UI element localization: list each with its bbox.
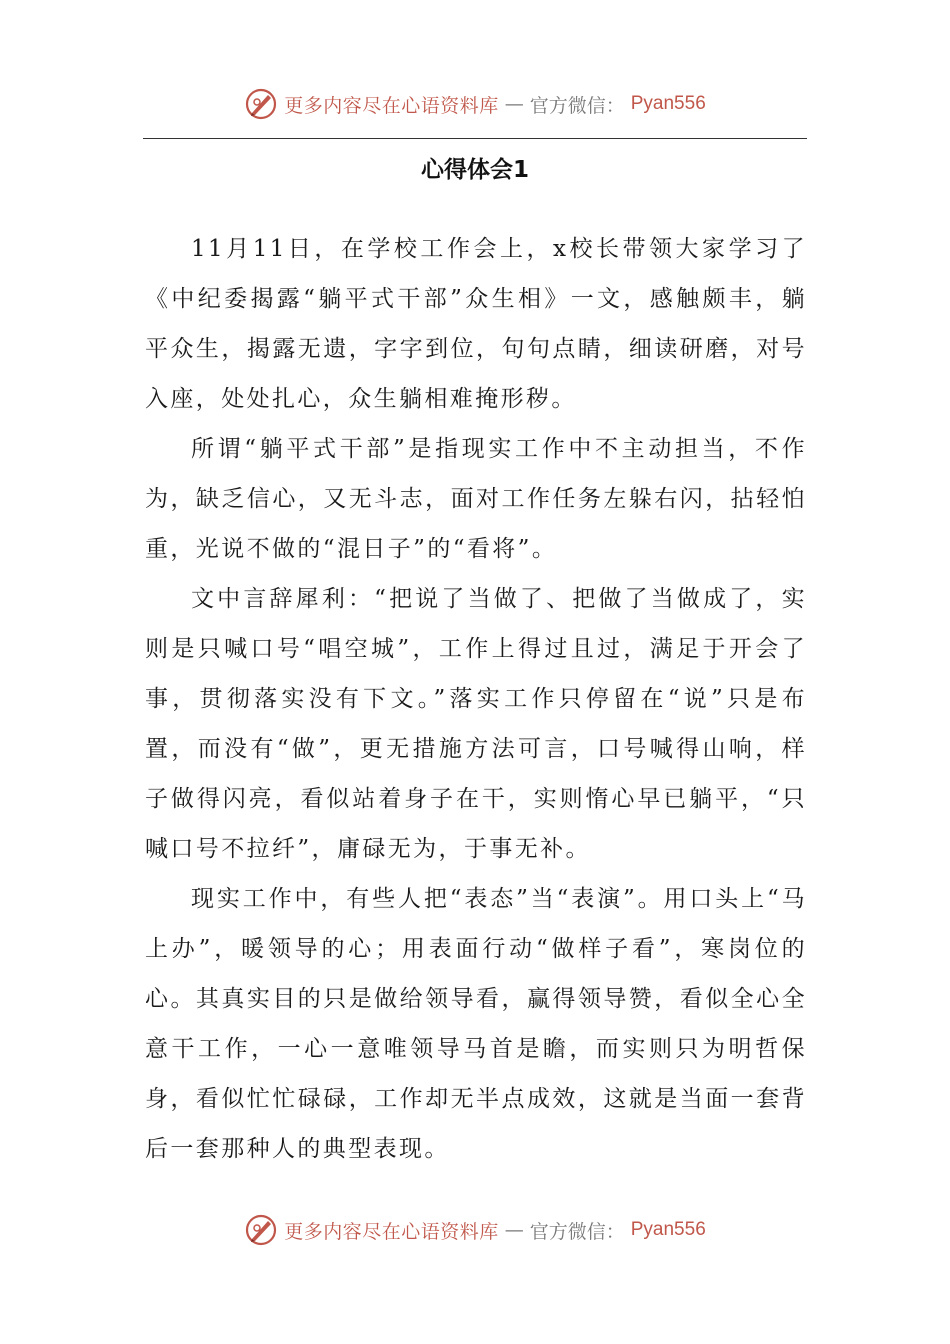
document-body	[145, 224, 807, 1174]
watermark-text: 更多内容尽在心语资料库	[284, 94, 499, 117]
header-divider	[143, 138, 807, 139]
watermark-dash: —	[504, 93, 524, 115]
paragraph: 所谓“躺平式干部”是指现实工作中不主动担当，不作为，缺乏信心，又无斗志，面对工作任务左躲右闪，拈轻怕重，光说不做的“混日子”的“看将”。	[145, 436, 807, 562]
pen-logo-icon	[244, 87, 278, 121]
watermark-wechat-id: Pyan556	[630, 1219, 706, 1240]
watermark-dash: —	[504, 1219, 524, 1241]
pen-logo-icon	[244, 1213, 278, 1247]
page-header	[0, 84, 950, 124]
paragraph: 11月11日，在学校工作会上，x校长带领大家学习了《中纪委揭露“躺平式干部”众生相》一文，感触颇丰，躺平众生，揭露无遗，字字到位，句句点睛，细读研磨，对号入座，处处扎心，众生躺相难掩形秽。	[145, 236, 807, 412]
header-watermark	[244, 87, 706, 121]
watermark-label: 官方微信：	[529, 1220, 625, 1243]
paragraph: 现实工作中，有些人把“表态”当“表演”。用口头上“马上办”，暖领导的心；用表面行动“做样子看”，寒岗位的心。其真实目的只是做给领导看，赢得领导赞，看似全心全意干工作，一心一意唯领导马首是瞻，而实则只为明哲保身，看似忙忙碌碌，工作却无半点成效，这就是当面一套背后一套那种人的典型表现。	[145, 886, 807, 1162]
watermark-label: 官方微信：	[529, 94, 625, 117]
document-title: 心得体会1	[420, 157, 529, 183]
paragraph: 文中言辞犀利：“把说了当做了、把做了当做成了，实则是只喊口号“唱空城”，工作上得过且过，满足于开会了事，贯彻落实没有下文。”落实工作只停留在“说”只是布置，而没有“做”，更无措施方法可言，口号喊得山响，样子做得闪亮，看似站着身子在干，实则惰心早已躺平，“只喊口号不拉纤”，庸碌无为，于事无补。	[145, 586, 807, 862]
watermark-text: 更多内容尽在心语资料库	[284, 1220, 499, 1243]
footer-watermark	[244, 1213, 706, 1247]
page-footer	[0, 1210, 950, 1250]
watermark-wechat-id: Pyan556	[630, 93, 706, 114]
